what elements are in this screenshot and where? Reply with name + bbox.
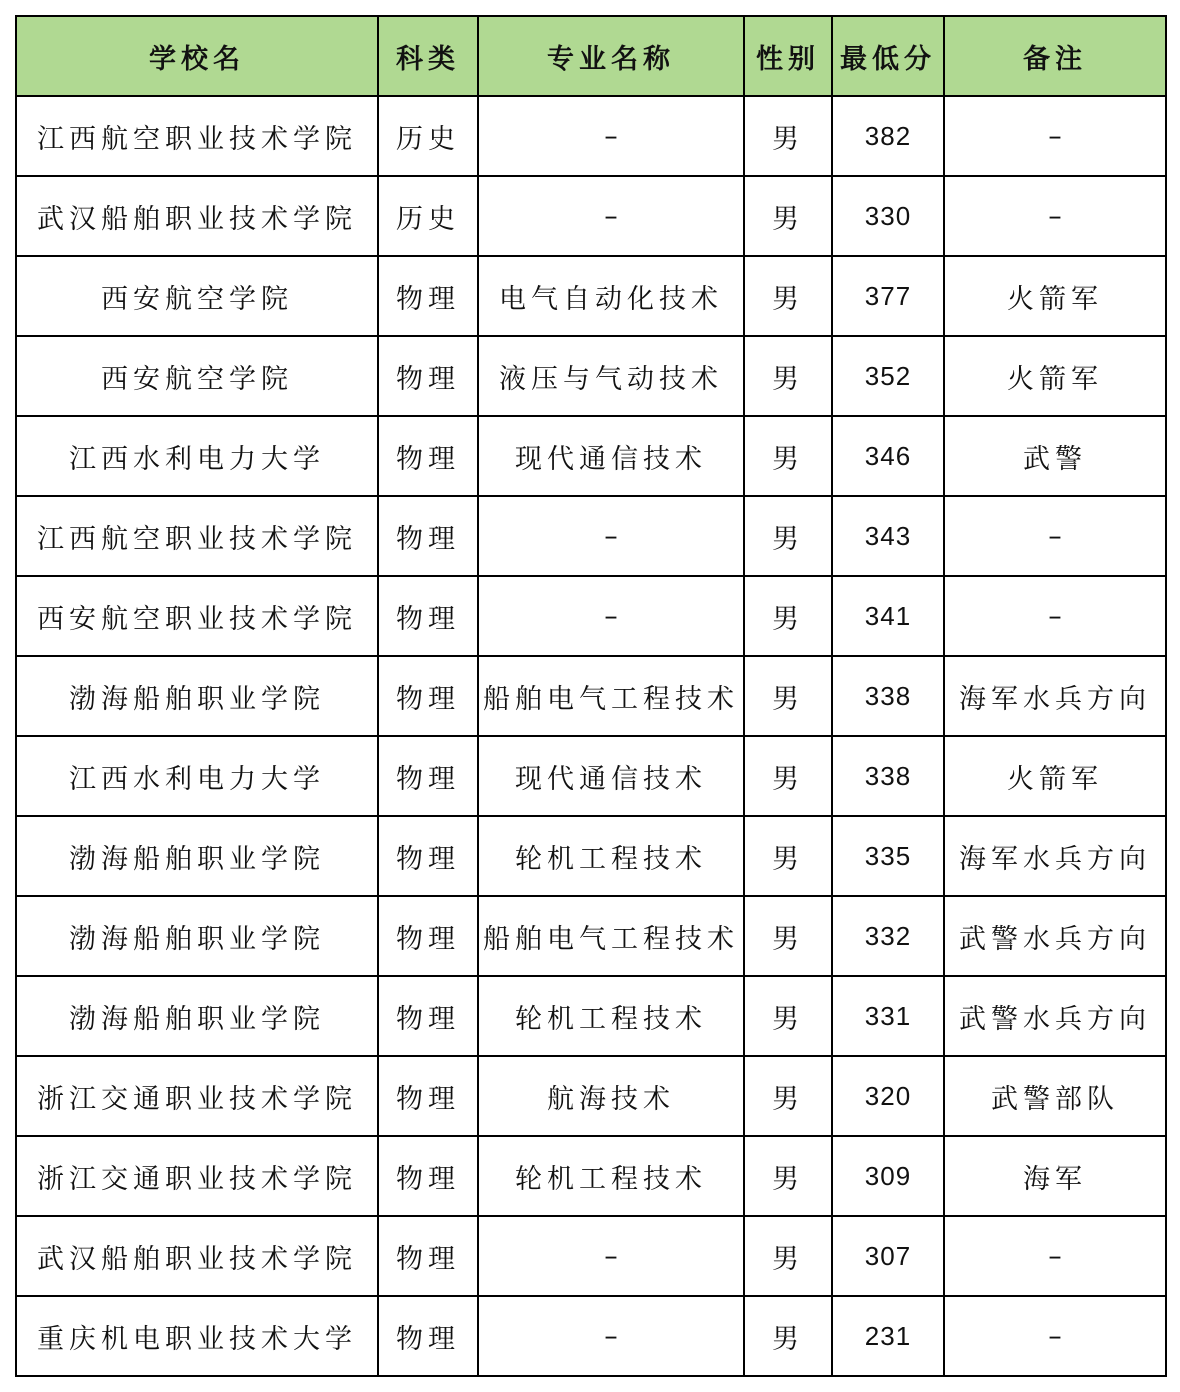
cell-school: 江西水利电力大学 xyxy=(16,416,378,496)
cell-subject: 物理 xyxy=(378,1136,478,1216)
cell-note: – xyxy=(944,1296,1166,1376)
cell-min-score: 335 xyxy=(832,816,944,896)
cell-gender: 男 xyxy=(744,1216,832,1296)
cell-min-score: 346 xyxy=(832,416,944,496)
table-row xyxy=(16,176,1166,256)
cell-note: 海军水兵方向 xyxy=(944,816,1166,896)
cell-major: 船舶电气工程技术 xyxy=(478,656,744,736)
cell-min-score: 231 xyxy=(832,1296,944,1376)
cell-school: 渤海船舶职业学院 xyxy=(16,896,378,976)
cell-subject: 物理 xyxy=(378,1056,478,1136)
cell-gender: 男 xyxy=(744,576,832,656)
admission-score-table-container xyxy=(15,15,1167,1377)
cell-note: – xyxy=(944,176,1166,256)
cell-gender: 男 xyxy=(744,976,832,1056)
cell-subject: 物理 xyxy=(378,1216,478,1296)
cell-note: 武警水兵方向 xyxy=(944,976,1166,1056)
cell-school: 江西航空职业技术学院 xyxy=(16,96,378,176)
cell-note: 火箭军 xyxy=(944,256,1166,336)
cell-note: 火箭军 xyxy=(944,336,1166,416)
cell-subject: 物理 xyxy=(378,336,478,416)
cell-subject: 历史 xyxy=(378,96,478,176)
header-min-score: 最低分 xyxy=(832,16,944,96)
cell-school: 渤海船舶职业学院 xyxy=(16,656,378,736)
table-row xyxy=(16,336,1166,416)
cell-gender: 男 xyxy=(744,736,832,816)
cell-note: 武警 xyxy=(944,416,1166,496)
cell-note: 武警水兵方向 xyxy=(944,896,1166,976)
cell-gender: 男 xyxy=(744,896,832,976)
cell-school: 渤海船舶职业学院 xyxy=(16,816,378,896)
cell-min-score: 377 xyxy=(832,256,944,336)
cell-min-score: 331 xyxy=(832,976,944,1056)
cell-subject: 物理 xyxy=(378,736,478,816)
cell-min-score: 330 xyxy=(832,176,944,256)
cell-school: 渤海船舶职业学院 xyxy=(16,976,378,1056)
cell-note: – xyxy=(944,496,1166,576)
cell-min-score: 338 xyxy=(832,736,944,816)
cell-major: – xyxy=(478,1216,744,1296)
table-row xyxy=(16,1216,1166,1296)
cell-min-score: 320 xyxy=(832,1056,944,1136)
cell-major: 液压与气动技术 xyxy=(478,336,744,416)
table-row xyxy=(16,96,1166,176)
cell-school: 江西水利电力大学 xyxy=(16,736,378,816)
cell-gender: 男 xyxy=(744,816,832,896)
cell-gender: 男 xyxy=(744,96,832,176)
cell-major: 电气自动化技术 xyxy=(478,256,744,336)
cell-school: 浙江交通职业技术学院 xyxy=(16,1136,378,1216)
cell-major: 现代通信技术 xyxy=(478,416,744,496)
cell-gender: 男 xyxy=(744,336,832,416)
cell-school: 西安航空学院 xyxy=(16,336,378,416)
table-row xyxy=(16,416,1166,496)
cell-subject: 物理 xyxy=(378,416,478,496)
cell-subject: 物理 xyxy=(378,656,478,736)
cell-min-score: 382 xyxy=(832,96,944,176)
table-row xyxy=(16,1056,1166,1136)
cell-major: 轮机工程技术 xyxy=(478,816,744,896)
cell-major: – xyxy=(478,96,744,176)
cell-major: 轮机工程技术 xyxy=(478,1136,744,1216)
cell-min-score: 352 xyxy=(832,336,944,416)
cell-note: – xyxy=(944,576,1166,656)
cell-note: 海军 xyxy=(944,1136,1166,1216)
cell-major: 航海技术 xyxy=(478,1056,744,1136)
table-row xyxy=(16,816,1166,896)
table-row xyxy=(16,496,1166,576)
table-row xyxy=(16,896,1166,976)
cell-min-score: 332 xyxy=(832,896,944,976)
table-row xyxy=(16,1136,1166,1216)
cell-gender: 男 xyxy=(744,1136,832,1216)
cell-gender: 男 xyxy=(744,416,832,496)
cell-major: – xyxy=(478,496,744,576)
cell-major: – xyxy=(478,1296,744,1376)
header-note: 备注 xyxy=(944,16,1166,96)
cell-gender: 男 xyxy=(744,256,832,336)
table-row xyxy=(16,736,1166,816)
cell-note: 海军水兵方向 xyxy=(944,656,1166,736)
header-row xyxy=(16,16,1166,96)
cell-min-score: 309 xyxy=(832,1136,944,1216)
cell-school: 江西航空职业技术学院 xyxy=(16,496,378,576)
header-gender: 性别 xyxy=(744,16,832,96)
table-row xyxy=(16,656,1166,736)
cell-school: 浙江交通职业技术学院 xyxy=(16,1056,378,1136)
cell-major: 轮机工程技术 xyxy=(478,976,744,1056)
cell-gender: 男 xyxy=(744,1056,832,1136)
cell-school: 武汉船舶职业技术学院 xyxy=(16,176,378,256)
cell-note: 火箭军 xyxy=(944,736,1166,816)
cell-note: – xyxy=(944,1216,1166,1296)
cell-subject: 物理 xyxy=(378,816,478,896)
cell-subject: 物理 xyxy=(378,896,478,976)
header-major: 专业名称 xyxy=(478,16,744,96)
cell-major: – xyxy=(478,576,744,656)
cell-subject: 物理 xyxy=(378,976,478,1056)
cell-min-score: 341 xyxy=(832,576,944,656)
cell-subject: 历史 xyxy=(378,176,478,256)
header-subject: 科类 xyxy=(378,16,478,96)
table-row xyxy=(16,576,1166,656)
cell-subject: 物理 xyxy=(378,256,478,336)
cell-min-score: 343 xyxy=(832,496,944,576)
cell-gender: 男 xyxy=(744,496,832,576)
cell-subject: 物理 xyxy=(378,576,478,656)
table-row xyxy=(16,256,1166,336)
cell-min-score: 338 xyxy=(832,656,944,736)
cell-subject: 物理 xyxy=(378,496,478,576)
table-header xyxy=(16,16,1166,96)
cell-note: 武警部队 xyxy=(944,1056,1166,1136)
cell-subject: 物理 xyxy=(378,1296,478,1376)
cell-min-score: 307 xyxy=(832,1216,944,1296)
admission-score-table xyxy=(15,15,1167,1377)
cell-major: 船舶电气工程技术 xyxy=(478,896,744,976)
cell-gender: 男 xyxy=(744,176,832,256)
header-school: 学校名 xyxy=(16,16,378,96)
cell-note: – xyxy=(944,96,1166,176)
cell-major: – xyxy=(478,176,744,256)
cell-school: 西安航空学院 xyxy=(16,256,378,336)
cell-school: 武汉船舶职业技术学院 xyxy=(16,1216,378,1296)
cell-school: 西安航空职业技术学院 xyxy=(16,576,378,656)
table-row xyxy=(16,1296,1166,1376)
cell-school: 重庆机电职业技术大学 xyxy=(16,1296,378,1376)
table-row xyxy=(16,976,1166,1056)
table-body xyxy=(16,96,1166,1376)
cell-gender: 男 xyxy=(744,1296,832,1376)
cell-major: 现代通信技术 xyxy=(478,736,744,816)
cell-gender: 男 xyxy=(744,656,832,736)
